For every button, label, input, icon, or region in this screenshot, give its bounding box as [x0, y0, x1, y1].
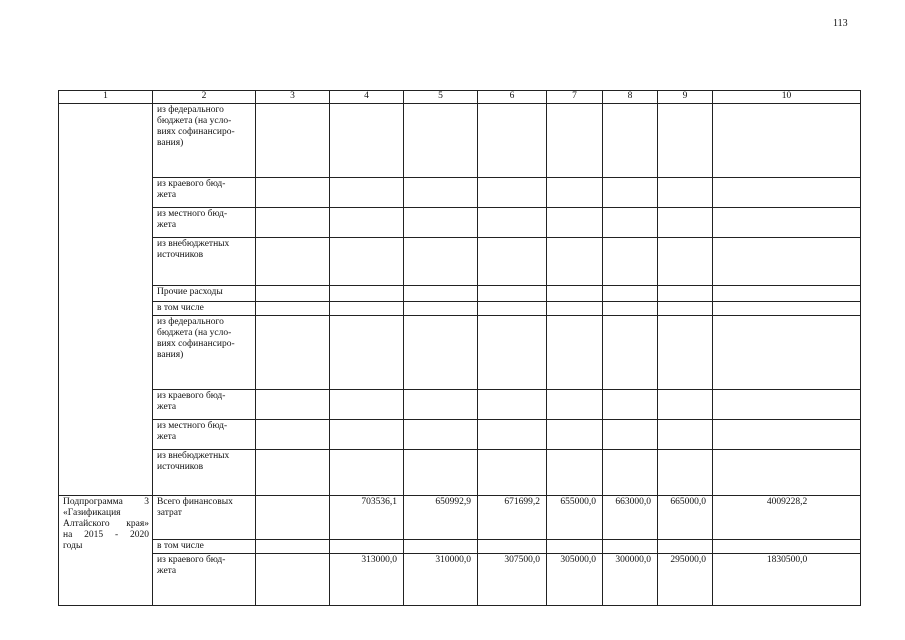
value-cell [404, 178, 478, 208]
value-cell [330, 390, 404, 420]
value-cell [256, 178, 330, 208]
value-cell [404, 420, 478, 450]
value-cell [256, 390, 330, 420]
value-cell [547, 316, 603, 390]
value-cell [713, 104, 861, 178]
value-cell: 665000,0 [658, 496, 713, 540]
value-cell [256, 302, 330, 316]
value-cell [404, 238, 478, 286]
value-cell [713, 316, 861, 390]
value-cell [330, 420, 404, 450]
value-cell [330, 450, 404, 496]
value-cell [713, 178, 861, 208]
value-cell [404, 104, 478, 178]
value-cell: 300000,0 [603, 554, 658, 606]
value-cell [603, 208, 658, 238]
value-cell [330, 302, 404, 316]
value-cell [713, 540, 861, 554]
header-cell: 5 [404, 91, 478, 104]
row-label-cell: Всего финансовых затрат [153, 496, 256, 540]
row-label-cell: из краевого бюд- жета [153, 178, 256, 208]
value-cell [478, 316, 547, 390]
header-cell: 6 [478, 91, 547, 104]
program-name-line: Алтайского края» [63, 519, 149, 529]
row-label-cell: в том числе [153, 540, 256, 554]
value-cell: 313000,0 [330, 554, 404, 606]
row-label-cell: Прочие расходы [153, 286, 256, 302]
row-label-cell: в том числе [153, 302, 256, 316]
value-cell [330, 540, 404, 554]
value-cell [478, 540, 547, 554]
value-cell [256, 554, 330, 606]
table-row [59, 238, 861, 286]
value-cell [603, 302, 658, 316]
value-cell [658, 178, 713, 208]
value-cell [404, 316, 478, 390]
value-cell [256, 286, 330, 302]
table-row [59, 302, 861, 316]
value-cell [404, 390, 478, 420]
value-cell [547, 450, 603, 496]
table-row [59, 554, 861, 606]
table-row [59, 496, 861, 540]
value-cell [330, 286, 404, 302]
header-row [59, 91, 861, 104]
value-cell [603, 238, 658, 286]
value-cell [330, 208, 404, 238]
value-cell [658, 208, 713, 238]
table-row [59, 104, 861, 178]
value-cell [603, 420, 658, 450]
value-cell: 305000,0 [547, 554, 603, 606]
value-cell: 671699,2 [478, 496, 547, 540]
value-cell [256, 208, 330, 238]
table-row [59, 420, 861, 450]
table-row [59, 450, 861, 496]
value-cell [547, 208, 603, 238]
value-cell [256, 450, 330, 496]
header-cell: 1 [59, 91, 153, 104]
row-label-cell: из краевого бюд- жета [153, 554, 256, 606]
table-row [59, 316, 861, 390]
value-cell [603, 540, 658, 554]
value-cell [478, 420, 547, 450]
value-cell [713, 302, 861, 316]
value-cell: 310000,0 [404, 554, 478, 606]
row-label-cell: из краевого бюд- жета [153, 390, 256, 420]
value-cell [713, 208, 861, 238]
budget-table [58, 90, 861, 606]
value-cell: 663000,0 [603, 496, 658, 540]
value-cell [713, 420, 861, 450]
row-label-cell: из федерального бюджета (на усло- виях софинансиро- вания) [153, 316, 256, 390]
value-cell [658, 238, 713, 286]
table-row [59, 178, 861, 208]
value-cell [547, 540, 603, 554]
value-cell [658, 286, 713, 302]
program-name-line: годы [63, 541, 83, 551]
value-cell [256, 540, 330, 554]
value-cell [658, 540, 713, 554]
value-cell [603, 104, 658, 178]
header-cell: 10 [713, 91, 861, 104]
program-cell-empty [59, 104, 153, 496]
value-cell [603, 390, 658, 420]
program-name-line: на 2015 - 2020 [63, 530, 149, 540]
value-cell [478, 238, 547, 286]
value-cell [658, 390, 713, 420]
program-name-line: Подпрограмма 3 [63, 497, 149, 507]
value-cell [404, 540, 478, 554]
value-cell [658, 420, 713, 450]
table-row [59, 286, 861, 302]
value-cell: 4009228,2 [713, 496, 861, 540]
value-cell [404, 208, 478, 238]
row-label-cell: из внебюджетных источников [153, 450, 256, 496]
value-cell [603, 450, 658, 496]
value-cell [256, 104, 330, 178]
header-cell: 7 [547, 91, 603, 104]
value-cell [603, 178, 658, 208]
value-cell [603, 286, 658, 302]
row-label-cell: из внебюджетных источников [153, 238, 256, 286]
table-row [59, 208, 861, 238]
header-cell: 4 [330, 91, 404, 104]
value-cell [547, 178, 603, 208]
value-cell [547, 104, 603, 178]
value-cell [658, 450, 713, 496]
value-cell [547, 302, 603, 316]
value-cell: 655000,0 [547, 496, 603, 540]
value-cell [256, 496, 330, 540]
value-cell [404, 286, 478, 302]
table-row [59, 390, 861, 420]
value-cell [713, 286, 861, 302]
value-cell [478, 302, 547, 316]
header-cell: 8 [603, 91, 658, 104]
table-row [59, 540, 861, 554]
value-cell [256, 238, 330, 286]
value-cell [658, 104, 713, 178]
value-cell [330, 238, 404, 286]
row-label-cell: из местного бюд- жета [153, 420, 256, 450]
program-name-cell [59, 496, 153, 606]
value-cell [256, 316, 330, 390]
row-label-cell: из федерального бюджета (на усло- виях софинансиро- вания) [153, 104, 256, 178]
value-cell [478, 104, 547, 178]
value-cell: 703536,1 [330, 496, 404, 540]
value-cell [478, 450, 547, 496]
header-cell: 2 [153, 91, 256, 104]
program-name-line: «Газификация [63, 508, 121, 518]
value-cell [478, 208, 547, 238]
value-cell [713, 450, 861, 496]
value-cell [547, 390, 603, 420]
value-cell [603, 316, 658, 390]
value-cell [404, 302, 478, 316]
value-cell [478, 390, 547, 420]
header-cell: 9 [658, 91, 713, 104]
value-cell [713, 238, 861, 286]
value-cell [478, 178, 547, 208]
value-cell [330, 104, 404, 178]
value-cell [658, 316, 713, 390]
value-cell: 307500,0 [478, 554, 547, 606]
value-cell [404, 450, 478, 496]
value-cell [330, 178, 404, 208]
value-cell: 650992,9 [404, 496, 478, 540]
value-cell: 1830500,0 [713, 554, 861, 606]
value-cell [547, 286, 603, 302]
value-cell [478, 286, 547, 302]
header-cell: 3 [256, 91, 330, 104]
value-cell: 295000,0 [658, 554, 713, 606]
page-number: 113 [833, 18, 848, 29]
value-cell [256, 420, 330, 450]
value-cell [330, 316, 404, 390]
value-cell [547, 238, 603, 286]
value-cell [658, 302, 713, 316]
value-cell [713, 390, 861, 420]
row-label-cell: из местного бюд- жета [153, 208, 256, 238]
value-cell [547, 420, 603, 450]
